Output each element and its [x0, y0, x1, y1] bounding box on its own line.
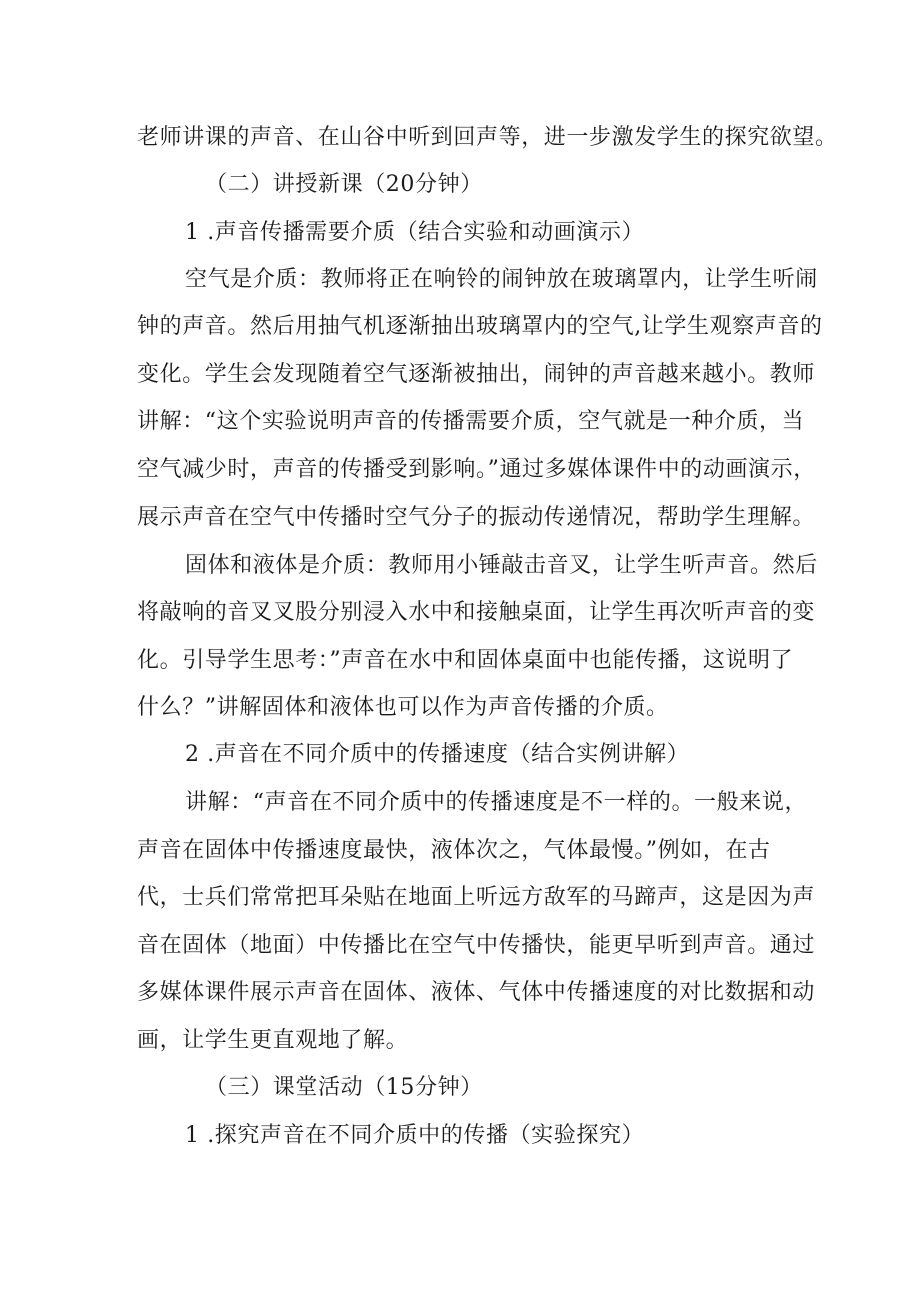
paragraph-line: 空气减少时，声音的传播受到影响。”通过多媒体课件中的动画演示，: [137, 457, 816, 482]
paragraph-line: 讲解：“声音在不同介质中的传播速度是不一样的。一般来说，: [185, 790, 808, 815]
paragraph-line: 画，让学生更直观地了解。: [137, 1028, 409, 1053]
subsection-heading: 1 .声音传播需要介质（结合实验和动画演示）: [185, 220, 645, 245]
paragraph-line: 展示声音在空气中传播时空气分子的振动传递情况，帮助学生理解。: [137, 505, 816, 530]
paragraph-line: 钟的声音。然后用抽气机逐渐抽出玻璃罩内的空气,让学生观察声音的: [137, 314, 823, 339]
paragraph-line: 空气是介质：教师将正在响铃的闹钟放在玻璃罩内，让学生听闹: [185, 267, 818, 292]
paragraph-line: 讲解：“这个实验说明声音的传播需要介质，空气就是一种介质，当: [137, 409, 805, 434]
paragraph-line: 音在固体（地面）中传播比在空气中传播快，能更早听到声音。通过: [137, 933, 816, 958]
paragraph-line: 代，士兵们常常把耳朵贴在地面上听远方敌军的马蹄声，这是因为声: [137, 885, 816, 910]
paragraph-line: 老师讲课的声音、在山谷中听到回声等，进一步激发学生的探究欲望。: [137, 125, 838, 150]
paragraph-line: 固体和液体是介质：教师用小锤敲击音叉，让学生听声音。然后: [185, 553, 818, 578]
subsection-heading: 1 .探究声音在不同介质中的传播（实验探究）: [185, 1123, 645, 1148]
section-heading: （二）讲授新课（20分钟）: [205, 172, 483, 197]
section-heading: （三）课堂活动（15分钟）: [205, 1075, 483, 1100]
paragraph-line: 将敲响的音叉叉股分别浸入水中和接触桌面，让学生再次听声音的变: [137, 600, 816, 625]
paragraph-line: 什么？”讲解固体和液体也可以作为声音传播的介质。: [137, 695, 669, 720]
paragraph-line: 化。引导学生思考：”声音在水中和固体桌面中也能传播，这说明了: [137, 648, 794, 673]
paragraph-line: 多媒体课件展示声音在固体、液体、气体中传播速度的对比数据和动: [137, 980, 816, 1005]
paragraph-line: 声音在固体中传播速度最快，液体次之，气体最慢。”例如，在古: [137, 838, 771, 863]
subsection-heading: 2 .声音在不同介质中的传播速度（结合实例讲解）: [185, 742, 690, 767]
paragraph-line: 变化。学生会发现随着空气逐渐被抽出，闹钟的声音越来越小。教师: [137, 362, 816, 387]
